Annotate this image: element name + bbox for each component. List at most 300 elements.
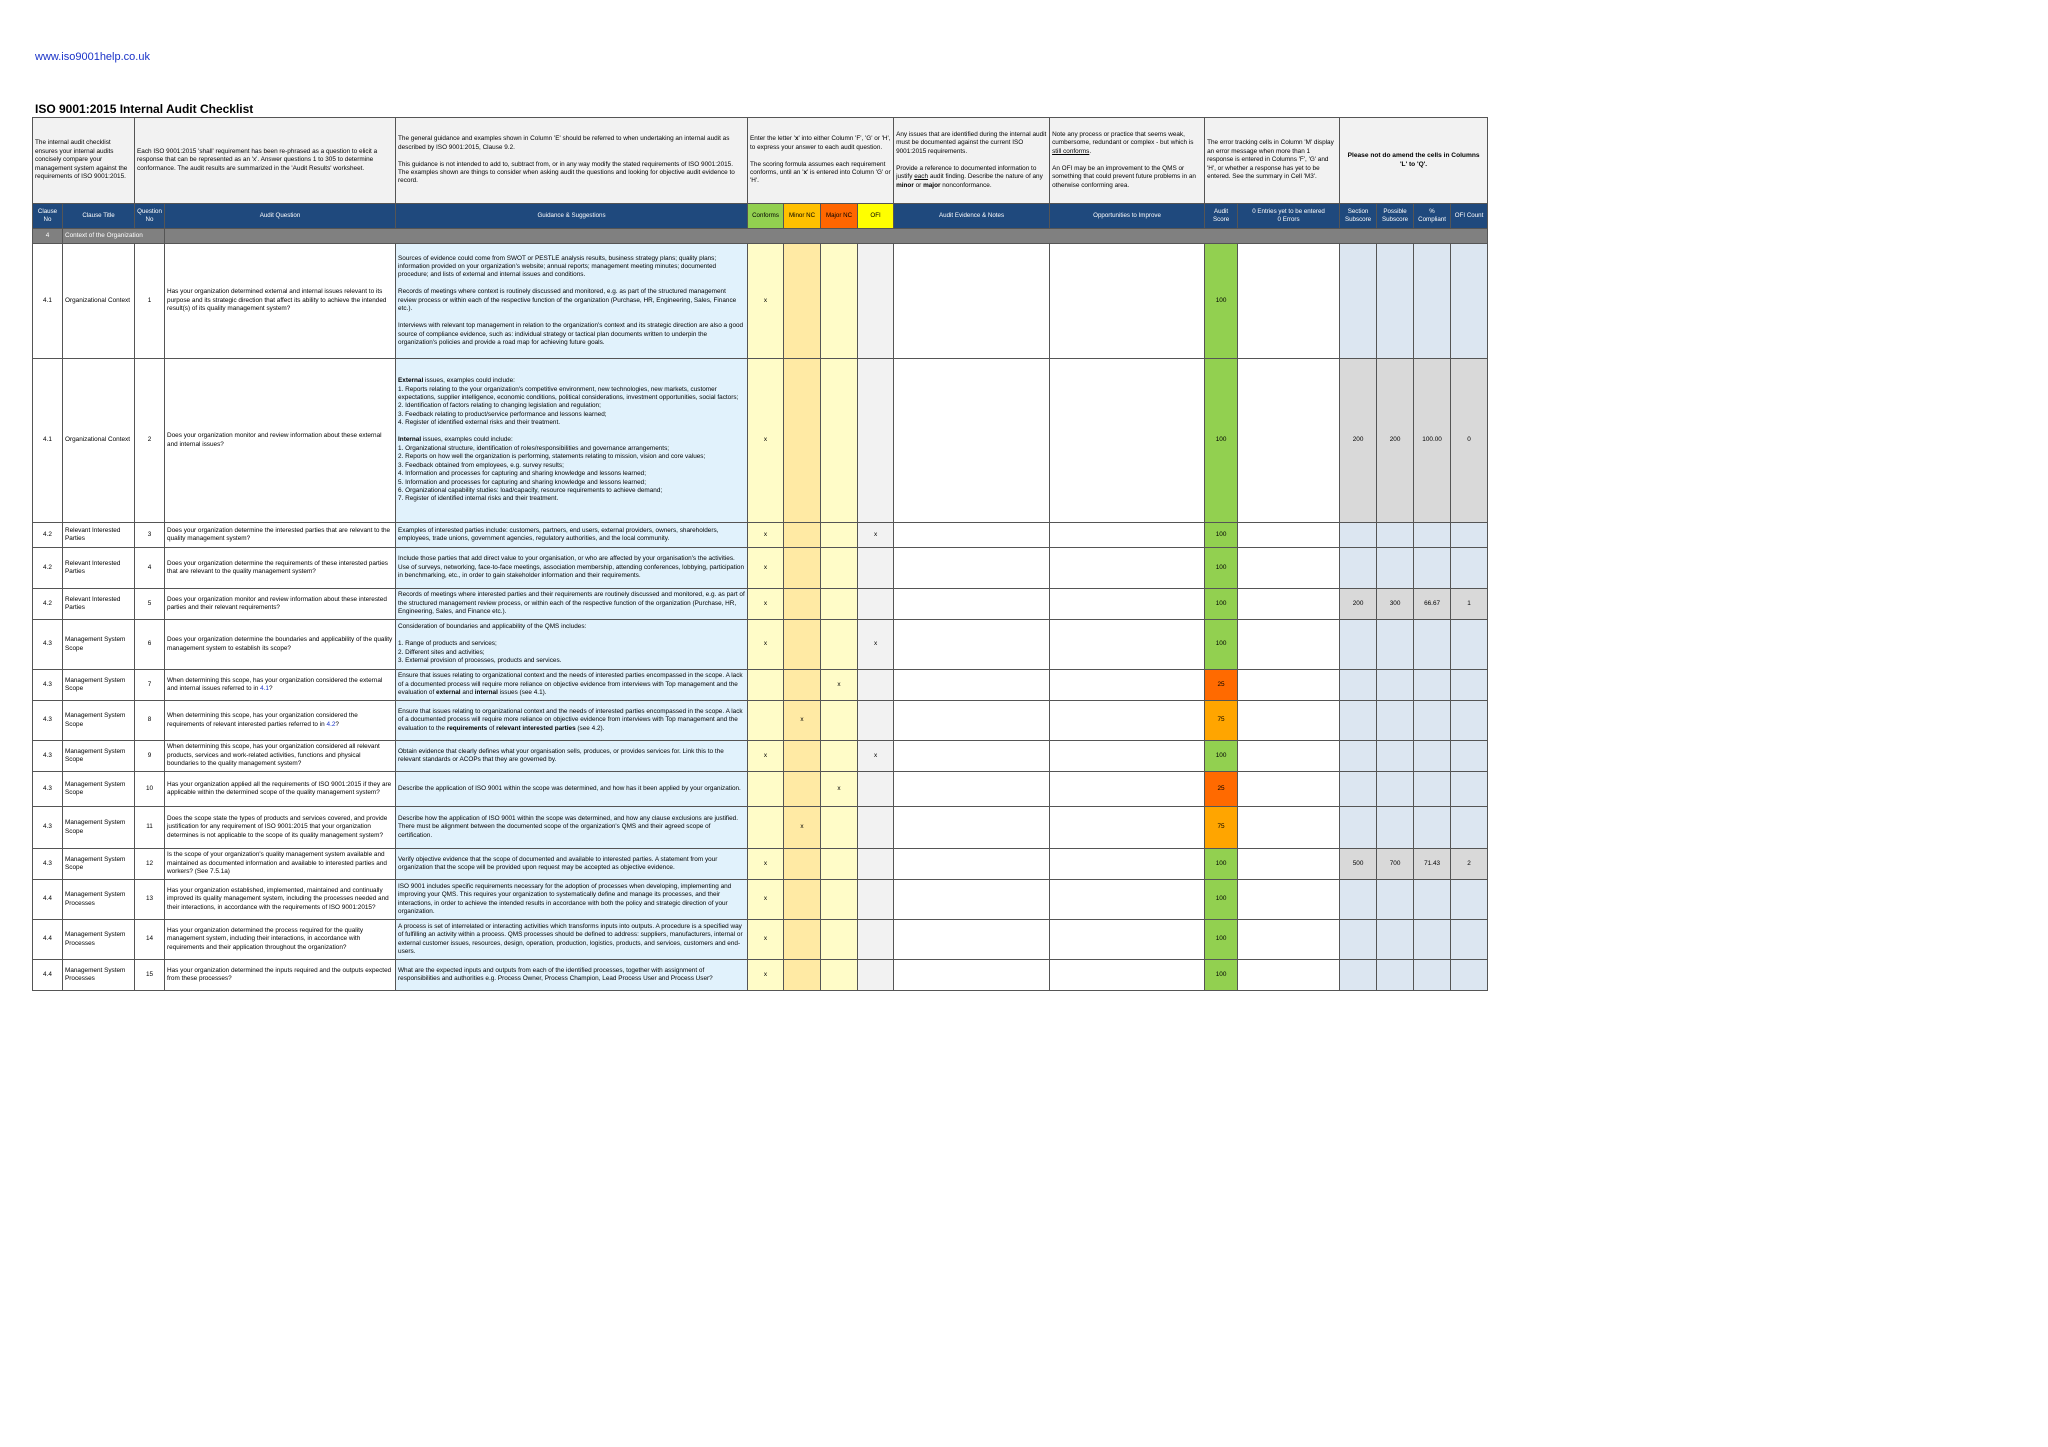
ofi-cell[interactable] <box>858 548 894 589</box>
intro-error-tracking: The error tracking cells in Column 'M' display an error message when more than 1 response is entered in Columns 'F', 'G' and 'H', or whether a response has yet to be entered. See the summary in Cell 'M3'. <box>1205 118 1340 204</box>
conforms-cell[interactable] <box>748 772 784 807</box>
audit-evidence-cell[interactable] <box>894 244 1050 359</box>
conforms-cell[interactable] <box>748 807 784 849</box>
question-no: 7 <box>135 670 165 701</box>
major-nc-cell[interactable]: x <box>821 670 858 701</box>
minor-nc-cell[interactable] <box>784 849 821 880</box>
question-no: 3 <box>135 523 165 548</box>
ofi-count-cell <box>1451 620 1488 670</box>
clause-no: 4.3 <box>33 741 63 772</box>
audit-score-cell: 100 <box>1205 849 1238 880</box>
guidance-external-label: External <box>398 377 424 385</box>
section-subscore-cell: 200 <box>1340 589 1377 620</box>
question-no: 11 <box>135 807 165 849</box>
ofi-count-cell <box>1451 920 1488 960</box>
section-subscore-cell <box>1340 523 1377 548</box>
major-nc-cell[interactable] <box>821 960 858 991</box>
section-number: 4 <box>33 229 63 244</box>
opportunities-cell[interactable] <box>1050 589 1205 620</box>
audit-row <box>33 523 1488 548</box>
pct-compliant-cell <box>1414 880 1451 920</box>
possible-subscore-cell <box>1377 741 1414 772</box>
audit-question: Is the scope of your organization's quality management system available and maintained as documented information and available to interested parties and workers? (See 7.5.1a) <box>165 849 396 880</box>
audit-rows <box>33 244 1488 991</box>
audit-score-cell: 75 <box>1205 701 1238 741</box>
audit-score-cell: 100 <box>1205 548 1238 589</box>
major-nc-cell[interactable] <box>821 880 858 920</box>
ofi-count-cell <box>1451 880 1488 920</box>
major-nc-cell[interactable] <box>821 701 858 741</box>
possible-subscore-cell <box>1377 701 1414 741</box>
clause-title: Management System Scope <box>63 741 135 772</box>
pct-compliant-cell: 71.43 <box>1414 849 1451 880</box>
error-tracking-cell <box>1238 880 1340 920</box>
audit-evidence-cell[interactable] <box>894 589 1050 620</box>
ofi-cell[interactable] <box>858 589 894 620</box>
clause-reference-link[interactable]: 4.2 <box>326 720 336 728</box>
audit-row <box>33 849 1488 880</box>
error-tracking-cell <box>1238 359 1340 523</box>
question-no: 8 <box>135 701 165 741</box>
clause-title: Organizational Context <box>63 244 135 359</box>
intro-scoring: Enter the letter 'x' into either Column 'F', 'G' or 'H', to express your answer to each audit question. The scoring formula assumes each requirement conforms, until an 'x' is entered into Column 'G' or 'H'. <box>748 118 894 204</box>
question-text: ? <box>335 720 339 728</box>
guidance-cell <box>396 359 748 523</box>
audit-row <box>33 620 1488 670</box>
clause-title: Management System Scope <box>63 701 135 741</box>
audit-question: Has your organization established, implemented, maintained and continually improved its quality management system, including the processes needed and their interactions, in accordance with the requirements of ISO 9001:2015? <box>165 880 396 920</box>
audit-score-cell: 75 <box>1205 807 1238 849</box>
error-tracking-cell <box>1238 523 1340 548</box>
pct-compliant-cell <box>1414 523 1451 548</box>
guidance-cell: Consideration of boundaries and applicability of the QMS includes: 1. Range of products and services; 2. Different sites and activities; 3. External provision of processes, products and services. <box>396 620 748 670</box>
question-no: 9 <box>135 741 165 772</box>
pct-compliant-cell <box>1414 920 1451 960</box>
minor-nc-cell[interactable] <box>784 523 821 548</box>
ofi-cell[interactable]: x <box>858 620 894 670</box>
header-clause-no: Clause No <box>33 204 63 229</box>
guidance-text: and <box>460 689 475 697</box>
audit-evidence-cell[interactable] <box>894 772 1050 807</box>
audit-evidence-cell[interactable] <box>894 920 1050 960</box>
pct-compliant-cell: 66.67 <box>1414 589 1451 620</box>
header-audit-question: Audit Question <box>165 204 396 229</box>
clause-no: 4.2 <box>33 589 63 620</box>
clause-no: 4.3 <box>33 807 63 849</box>
conforms-cell[interactable]: x <box>748 244 784 359</box>
guidance-cell: Obtain evidence that clearly defines what your organisation sells, produces, or provides services for. Link this to the relevant standards or ACOPs that they are governed by. <box>396 741 748 772</box>
intro-guidance: The general guidance and examples shown in Column 'E' should be referred to when undertaking an internal audit as described by ISO 9001:2015, Clause 9.2. This guidance is not intended to add to, subtract from, or in any way modify the stated requirements of ISO 9001:2015. The examples shown are things to consider when asking audit the questions and looking for objective audit evidence to record. <box>396 118 748 204</box>
major-nc-cell[interactable] <box>821 807 858 849</box>
guidance-cell: Include those parties that add direct value to your organisation, or who are affected by your organisation's the activities. Use of surveys, networking, face-to-face meetings, association membership, attending conferences, lobbying, participation in benchmarking, etc., in order to gain stakeholder information and their requirements. <box>396 548 748 589</box>
question-no: 1 <box>135 244 165 359</box>
possible-subscore-cell <box>1377 880 1414 920</box>
audit-evidence-cell[interactable] <box>894 741 1050 772</box>
guidance-text: of <box>487 724 497 732</box>
clause-no: 4.4 <box>33 960 63 991</box>
pct-compliant-cell <box>1414 548 1451 589</box>
audit-question: Does your organization determine the requirements of these interested parties that are relevant to the quality management system? <box>165 548 396 589</box>
question-no: 13 <box>135 880 165 920</box>
clause-title: Management System Scope <box>63 670 135 701</box>
header-ofi: OFI <box>858 204 894 229</box>
section-subscore-cell <box>1340 741 1377 772</box>
opportunities-cell[interactable] <box>1050 960 1205 991</box>
conforms-cell[interactable]: x <box>748 960 784 991</box>
section-subscore-cell <box>1340 772 1377 807</box>
header-question-no: Question No <box>135 204 165 229</box>
header-possible-subscore: Possible Subscore <box>1377 204 1414 229</box>
header-major-nc: Major NC <box>821 204 858 229</box>
opportunities-cell[interactable] <box>1050 772 1205 807</box>
minor-nc-cell[interactable] <box>784 880 821 920</box>
ofi-count-cell <box>1451 670 1488 701</box>
possible-subscore-cell <box>1377 960 1414 991</box>
audit-evidence-cell[interactable] <box>894 701 1050 741</box>
section-row <box>33 229 1488 244</box>
conforms-cell[interactable]: x <box>748 548 784 589</box>
ofi-cell[interactable] <box>858 359 894 523</box>
clause-no: 4.1 <box>33 244 63 359</box>
audit-score-cell: 100 <box>1205 620 1238 670</box>
pct-compliant-cell <box>1414 772 1451 807</box>
opportunities-cell[interactable] <box>1050 920 1205 960</box>
section-subscore-cell <box>1340 701 1377 741</box>
audit-question: Does your organization monitor and review information about these interested parties and their relevant requirements? <box>165 589 396 620</box>
minor-nc-cell[interactable] <box>784 670 821 701</box>
section-subscore-cell <box>1340 670 1377 701</box>
audit-evidence-cell[interactable] <box>894 548 1050 589</box>
ofi-count-cell <box>1451 548 1488 589</box>
audit-evidence-cell[interactable] <box>894 359 1050 523</box>
pct-compliant-cell <box>1414 960 1451 991</box>
audit-row <box>33 589 1488 620</box>
question-no: 15 <box>135 960 165 991</box>
ofi-count-cell <box>1451 772 1488 807</box>
audit-question <box>165 670 396 701</box>
major-nc-cell[interactable] <box>821 359 858 523</box>
section-subscore-cell <box>1340 620 1377 670</box>
major-nc-cell[interactable] <box>821 620 858 670</box>
error-tracking-cell <box>1238 741 1340 772</box>
guidance-emphasis: relevant interested parties <box>496 724 576 732</box>
clause-title: Management System Scope <box>63 772 135 807</box>
ofi-cell[interactable] <box>858 849 894 880</box>
audit-score-cell: 100 <box>1205 920 1238 960</box>
guidance-text: Ensure that issues relating to organizational context and the needs of interested parties encompassed in the scope. A lack of a documented process will require more reliance on objective evidence from interviews with Top management and the evaluation of <box>398 672 743 697</box>
audit-question: Does your organization determine the boundaries and applicability of the quality management system to establish its scope? <box>165 620 396 670</box>
ofi-cell[interactable] <box>858 244 894 359</box>
possible-subscore-cell: 200 <box>1377 359 1414 523</box>
intro-evidence: Any issues that are identified during the internal audit must be documented against the current ISO 9001:2015 requirements. Provide a reference to documented information to justify each audit finding. Describe the nature of any minor or major nonconformance. <box>894 118 1050 204</box>
major-nc-cell[interactable] <box>821 548 858 589</box>
audit-evidence-cell[interactable] <box>894 807 1050 849</box>
ofi-cell[interactable]: x <box>858 523 894 548</box>
question-no: 5 <box>135 589 165 620</box>
audit-evidence-cell[interactable] <box>894 620 1050 670</box>
clause-title: Management System Scope <box>63 620 135 670</box>
pct-compliant-cell <box>1414 807 1451 849</box>
audit-evidence-cell[interactable] <box>894 880 1050 920</box>
major-nc-cell[interactable] <box>821 244 858 359</box>
audit-question: Does your organization determine the interested parties that are relevant to the quality management system? <box>165 523 396 548</box>
minor-nc-cell[interactable] <box>784 589 821 620</box>
minor-nc-cell[interactable]: x <box>784 807 821 849</box>
audit-score-cell: 100 <box>1205 359 1238 523</box>
conforms-cell[interactable]: x <box>748 741 784 772</box>
error-tracking-cell <box>1238 548 1340 589</box>
conforms-cell[interactable]: x <box>748 880 784 920</box>
conforms-cell[interactable]: x <box>748 849 784 880</box>
minor-nc-cell[interactable] <box>784 548 821 589</box>
ofi-cell[interactable] <box>858 670 894 701</box>
opportunities-cell[interactable] <box>1050 244 1205 359</box>
header-pct-compliant: % Compliant <box>1414 204 1451 229</box>
clause-title: Relevant Interested Parties <box>63 548 135 589</box>
minor-nc-cell[interactable] <box>784 960 821 991</box>
opportunities-cell[interactable] <box>1050 849 1205 880</box>
audit-question: When determining this scope, has your organization considered all relevant products, services and work-related activities, functions and physical boundaries to the quality management system? <box>165 741 396 772</box>
audit-row <box>33 807 1488 849</box>
ofi-count-cell <box>1451 244 1488 359</box>
possible-subscore-cell <box>1377 244 1414 359</box>
header-conforms: Conforms <box>748 204 784 229</box>
intro-do-not-amend: Please not do amend the cells in Columns 'L' to 'Q'. <box>1340 118 1488 204</box>
section-subscore-cell: 500 <box>1340 849 1377 880</box>
clause-title: Relevant Interested Parties <box>63 589 135 620</box>
ofi-cell[interactable] <box>858 701 894 741</box>
minor-nc-cell[interactable] <box>784 772 821 807</box>
possible-subscore-cell <box>1377 772 1414 807</box>
ofi-cell[interactable] <box>858 807 894 849</box>
audit-question: Has your organization determined the inputs required and the outputs expected from these processes? <box>165 960 396 991</box>
conforms-cell[interactable]: x <box>748 920 784 960</box>
audit-evidence-cell[interactable] <box>894 670 1050 701</box>
possible-subscore-cell <box>1377 548 1414 589</box>
major-nc-cell[interactable] <box>821 920 858 960</box>
guidance-cell <box>396 701 748 741</box>
header-guidance: Guidance & Suggestions <box>396 204 748 229</box>
opportunities-cell[interactable] <box>1050 670 1205 701</box>
conforms-cell[interactable]: x <box>748 589 784 620</box>
guidance-external-list: 1. Reports relating to the your organization's competitive environment, new technologies, new markets, customer expectations, supplier intelligence, economic conditions, political considerations, investment opportunities, social factors; 2. Identification of factors relating to changing legislation and regulation; 3. Feedback relating to product/service performance and lessons learned; 4. Register of identified external risks and their treatment. <box>398 385 739 427</box>
question-no: 12 <box>135 849 165 880</box>
error-tracking-cell <box>1238 920 1340 960</box>
header-audit-evidence: Audit Evidence & Notes <box>894 204 1050 229</box>
minor-nc-cell[interactable] <box>784 741 821 772</box>
opportunities-cell[interactable] <box>1050 807 1205 849</box>
clause-no: 4.1 <box>33 359 63 523</box>
clause-no: 4.3 <box>33 670 63 701</box>
audit-score-cell: 25 <box>1205 772 1238 807</box>
conforms-cell[interactable]: x <box>748 523 784 548</box>
audit-row <box>33 741 1488 772</box>
audit-score-cell: 100 <box>1205 244 1238 359</box>
section-subscore-cell <box>1340 960 1377 991</box>
header-error-summary: 0 Entries yet to be entered 0 Errors <box>1238 204 1340 229</box>
ofi-count-cell <box>1451 523 1488 548</box>
audit-score-cell: 100 <box>1205 589 1238 620</box>
audit-score-cell: 100 <box>1205 960 1238 991</box>
audit-question: Does the scope state the types of products and services covered, and provide justification for any requirement of ISO 9001:2015 that your organization determines is not applicable to the scope of its quality management system? <box>165 807 396 849</box>
ofi-cell[interactable] <box>858 920 894 960</box>
opportunities-cell[interactable] <box>1050 359 1205 523</box>
conforms-cell[interactable]: x <box>748 620 784 670</box>
section-subscore-cell <box>1340 244 1377 359</box>
conforms-cell[interactable] <box>748 701 784 741</box>
guidance-cell: Examples of interested parties include: customers, partners, end users, external providers, owners, shareholders, employees, trade unions, government agencies, regulatory authorities, and the local community. <box>396 523 748 548</box>
opportunities-cell[interactable] <box>1050 880 1205 920</box>
possible-subscore-cell <box>1377 620 1414 670</box>
clause-title: Management System Scope <box>63 849 135 880</box>
major-nc-cell[interactable] <box>821 523 858 548</box>
guidance-cell: What are the expected inputs and outputs from each of the identified processes, together with assignment of responsibilities and authorities e.g. Process Owner, Process Champion, Lead Process User and Process User? <box>396 960 748 991</box>
clause-no: 4.4 <box>33 880 63 920</box>
minor-nc-cell[interactable]: x <box>784 701 821 741</box>
audit-score-cell: 100 <box>1205 741 1238 772</box>
error-tracking-cell <box>1238 589 1340 620</box>
ofi-cell[interactable]: x <box>858 741 894 772</box>
header-opportunities: Opportunities to Improve <box>1050 204 1205 229</box>
audit-evidence-cell[interactable] <box>894 523 1050 548</box>
error-tracking-cell <box>1238 670 1340 701</box>
opportunities-cell[interactable] <box>1050 620 1205 670</box>
pct-compliant-cell: 100.00 <box>1414 359 1451 523</box>
clause-no: 4.2 <box>33 548 63 589</box>
ofi-count-cell <box>1451 741 1488 772</box>
opportunities-cell[interactable] <box>1050 548 1205 589</box>
audit-row <box>33 670 1488 701</box>
audit-question: Has your organization determined external and internal issues relevant to its purpose and its strategic direction that affect its ability to achieve the intended result(s) of its quality management system? <box>165 244 396 359</box>
section-subscore-cell <box>1340 880 1377 920</box>
clause-no: 4.3 <box>33 772 63 807</box>
audit-score-cell: 100 <box>1205 523 1238 548</box>
error-tracking-cell <box>1238 620 1340 670</box>
instructions-row <box>33 118 1488 204</box>
header-minor-nc: Minor NC <box>784 204 821 229</box>
ofi-count-cell: 1 <box>1451 589 1488 620</box>
clause-no: 4.3 <box>33 849 63 880</box>
conforms-cell[interactable] <box>748 670 784 701</box>
audit-score-cell: 100 <box>1205 880 1238 920</box>
clause-title: Management System Processes <box>63 920 135 960</box>
guidance-cell: Sources of evidence could come from SWOT or PESTLE analysis results, business strategy plans; quality plans; information provided on your organization's website; annual reports; management meeting minutes; documented procedure; and lists of external and internal issues and conditions. Records of meetings where context is routinely discussed and monitored, e.g. as part of the structured management review process or within each of the respective function of the organization (Purchase, HR, Engineering, Sales, Finance etc.). Interviews with relevant top management in relation to the organization's context and its strategic direction are also a good source of compliance evidence, such as: individual strategy or tactical plan documents written to underpin the organization's policies and provide a road map for achieving future goals. <box>396 244 748 359</box>
ofi-count-cell <box>1451 807 1488 849</box>
question-no: 10 <box>135 772 165 807</box>
opportunities-cell[interactable] <box>1050 523 1205 548</box>
opportunities-cell[interactable] <box>1050 701 1205 741</box>
question-no: 6 <box>135 620 165 670</box>
guidance-text: issues, examples could include: <box>423 377 515 385</box>
minor-nc-cell[interactable] <box>784 359 821 523</box>
audit-row <box>33 880 1488 920</box>
clause-title: Relevant Interested Parties <box>63 523 135 548</box>
audit-question: Does your organization monitor and review information about these external and internal issues? <box>165 359 396 523</box>
possible-subscore-cell <box>1377 807 1414 849</box>
minor-nc-cell[interactable] <box>784 244 821 359</box>
intro-ofi: Note any process or practice that seems weak, cumbersome, redundant or complex - but which is still conforms. An OFI may be an improvement to the QMS or something that could prevent future problems in an otherwise conforming area. <box>1050 118 1205 204</box>
section-subscore-cell <box>1340 807 1377 849</box>
audit-checklist-table <box>32 117 1488 991</box>
audit-row <box>33 920 1488 960</box>
clause-reference-link[interactable]: 4.1 <box>260 685 269 692</box>
major-nc-cell[interactable]: x <box>821 772 858 807</box>
page-title: ISO 9001:2015 Internal Audit Checklist <box>35 102 254 116</box>
major-nc-cell[interactable] <box>821 849 858 880</box>
audit-evidence-cell[interactable] <box>894 849 1050 880</box>
audit-row <box>33 548 1488 589</box>
question-no: 14 <box>135 920 165 960</box>
error-tracking-cell <box>1238 244 1340 359</box>
clause-no: 4.3 <box>33 620 63 670</box>
opportunities-cell[interactable] <box>1050 741 1205 772</box>
guidance-cell <box>396 670 748 701</box>
guidance-cell: ISO 9001 includes specific requirements necessary for the adoption of processes when developing, implementing and improving your QMS. This requires your organization to systematically define and manage its processes, and their interactions, in order to achieve the intended results in accordance with both the policy and strategic direction of your organization. <box>396 880 748 920</box>
header-section-subscore: Section Subscore <box>1340 204 1377 229</box>
guidance-emphasis: external <box>436 689 461 697</box>
audit-row <box>33 244 1488 359</box>
ofi-cell[interactable] <box>858 772 894 807</box>
guidance-emphasis: internal <box>474 689 498 697</box>
pct-compliant-cell <box>1414 701 1451 741</box>
section-subscore-cell <box>1340 548 1377 589</box>
pct-compliant-cell <box>1414 670 1451 701</box>
clause-title: Organizational Context <box>63 359 135 523</box>
ofi-count-cell <box>1451 960 1488 991</box>
guidance-cell: Records of meetings where interested parties and their requirements are routinely discussed and monitored, e.g. as part of the structured management review process, or within each of the respective function of the organization (Purchase, HR, Engineering, Sales, and Finance etc.). <box>396 589 748 620</box>
guidance-cell: Verify objective evidence that the scope of documented and available to interested parties. A statement from your organization that the scope will be provided upon request may be accepted as objective evidence. <box>396 849 748 880</box>
guidance-text: issues (see 4.1). <box>497 689 547 697</box>
error-tracking-cell <box>1238 960 1340 991</box>
question-text: When determining this scope, has your organization considered the external and internal issues referred to in <box>167 676 383 692</box>
section-filler <box>165 229 1488 244</box>
possible-subscore-cell <box>1377 523 1414 548</box>
header-clause-title: Clause Title <box>63 204 135 229</box>
possible-subscore-cell: 700 <box>1377 849 1414 880</box>
minor-nc-cell[interactable] <box>784 620 821 670</box>
ofi-count-cell: 0 <box>1451 359 1488 523</box>
site-url-link[interactable]: www.iso9001help.co.uk <box>35 51 150 63</box>
ofi-cell[interactable] <box>858 960 894 991</box>
guidance-cell: Describe how the application of ISO 9001 within the scope was determined, and how any clause exclusions are justified. There must be alignment between the documented scope of the organization's QMS and their agreed scope of certification. <box>396 807 748 849</box>
intro-questions: Each ISO 9001:2015 'shall' requirement has been re-phrased as a question to elicit a response that can be represented as an 'x'. Answer questions 1 to 305 to determine conformance. The audit results are summarized in the 'Audit Results' worksheet. <box>135 118 396 204</box>
header-ofi-count: OFI Count <box>1451 204 1488 229</box>
ofi-cell[interactable] <box>858 880 894 920</box>
question-no: 2 <box>135 359 165 523</box>
error-tracking-cell <box>1238 807 1340 849</box>
intro-purpose: The internal audit checklist ensures your internal audits concisely compare your management system against the requirements of ISO 9001:2015. <box>33 118 135 204</box>
clause-no: 4.4 <box>33 920 63 960</box>
audit-row <box>33 701 1488 741</box>
pct-compliant-cell <box>1414 620 1451 670</box>
audit-evidence-cell[interactable] <box>894 960 1050 991</box>
pct-compliant-cell <box>1414 741 1451 772</box>
audit-row <box>33 960 1488 991</box>
audit-question: Has your organization determined the process required for the quality management system, including their interactions, in accordance with requirements and their application throughout the organization? <box>165 920 396 960</box>
guidance-cell: A process is set of interrelated or interacting activities which transforms inputs into outputs. A procedure is a specified way of fulfilling an activity within a process. QMS processes should be defined to address: suppliers, manufacturers, internal or external customer issues, resources, design, operation, production, logistics, products, and services, customers and end-users. <box>396 920 748 960</box>
minor-nc-cell[interactable] <box>784 920 821 960</box>
section-subscore-cell: 200 <box>1340 359 1377 523</box>
clause-title: Management System Processes <box>63 960 135 991</box>
major-nc-cell[interactable] <box>821 589 858 620</box>
guidance-emphasis: requirements <box>446 724 488 732</box>
pct-compliant-cell <box>1414 244 1451 359</box>
section-subscore-cell <box>1340 920 1377 960</box>
audit-row <box>33 772 1488 807</box>
conforms-cell[interactable]: x <box>748 359 784 523</box>
major-nc-cell[interactable] <box>821 741 858 772</box>
clause-title: Management System Scope <box>63 807 135 849</box>
